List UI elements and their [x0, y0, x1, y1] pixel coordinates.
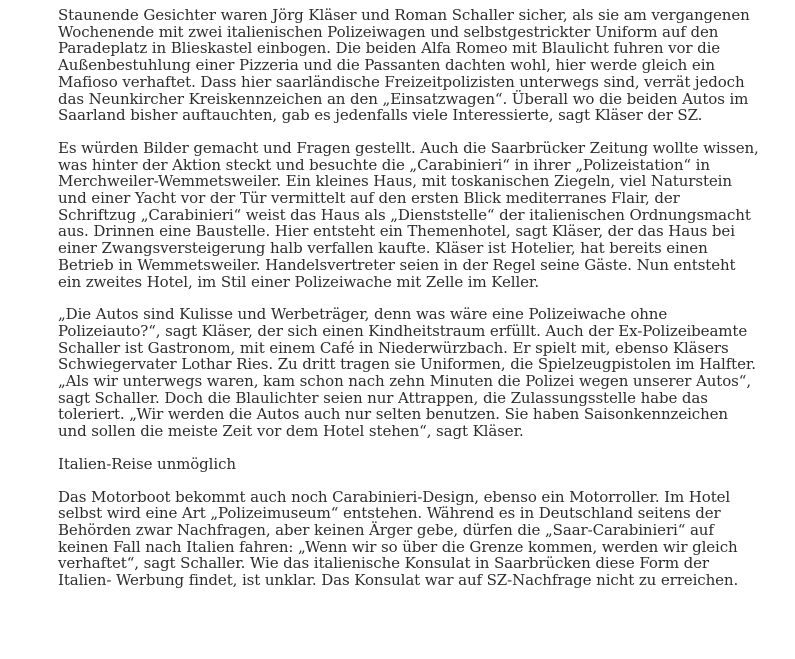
article-paragraph-1: Staunende Gesichter waren Jörg Kläser und Roman Schaller sicher, als sie am vergangenen Wochenende mit zwei italienischen Polizeiwagen und selbstgestrickter Uniform auf den Paradeplatz in Blieskastel einbogen. Die beiden Alfa Romeo mit Blaulicht fuhren vor die Außenbestuhlung einer Pizzeria und die Passanten dachten wohl, hier werde gleich ein Mafioso verhaftet. Dass hier saarländische Freizeitpolizisten unterwegs sind, verrät jedoch das Neunkircher Kreiskennzeichen an den „Einsatzwagen“. Überall wo die beiden Autos im Saarland bisher auftauchten, gab es jedenfalls viele Interessierte, sagt Kläser der SZ. [58, 6, 750, 125]
section-heading: Italien-Reise unmöglich [58, 454, 236, 473]
article-paragraph-5: Das Motorboot bekommt auch noch Carabinieri-Design, ebenso ein Motorroller. Im Hotel selbst wird eine Art „Polizeimuseum“ entstehen. Während es in Deutschland seitens der Behörden zwar Nachfragen, aber keinen Ärger gebe, dürfen die „Saar-Carabinieri“ auf keinen Fall nach Italien fahren: „Wenn wir so über die Grenze kommen, werden wir gleich verhaftet“, sagt Schaller. Wie das italienische Konsulat in Saarbrücken diese Form der Italien- Werbung findet, ist unklar. Das Konsulat war auf SZ-Nachfrage nicht zu erreichen. [58, 487, 739, 590]
article-body [58, 7, 760, 605]
article-paragraph-3: „Die Autos sind Kulisse und Werbeträger, denn was wäre eine Polizeiwache ohne Polizeiauto?“, sagt Kläser, der sich einen Kindheitstraum erfüllt. Auch der Ex-Polizeibeamte Schaller ist Gastronom, mit einem Café in Niederwürzbach. Er spielt mit, ebenso Kläsers Schwiegervater Lothar Ries. Zu dritt tragen sie Uniformen, die Spielzeugpistolen im Halfter. „Als wir unterwegs waren, kam schon nach zehn Minuten die Polizei wegen unserer Autos“, sagt Schaller. Doch die Blaulichter seien nur Attrappen, die Zulassungsstelle habe das toleriert. „Wir werden die Autos auch nur selten benutzen. Sie haben Saisonkennzeichen und sollen die meiste Zeit vor dem Hotel stehen“, sagt Kläser. [58, 305, 756, 441]
article-paragraph-2: Es würden Bilder gemacht und Fragen gestellt. Auch die Saarbrücker Zeitung wollte wissen, was hinter der Aktion steckt und besuchte die „Carabinieri“ in ihrer „Polizeistation“ in Merchweiler-Wemmetsweiler. Ein kleines Haus, mit toskanischen Ziegeln, viel Naturstein und einer Yacht vor der Tür vermittelt auf den ersten Blick mediterranes Flair, der Schriftzug „Carabinieri“ weist das Haus als „Dienststelle“ der italienischen Ordnungsmacht aus. Drinnen eine Baustelle. Hier entsteht ein Themenhotel, sagt Kläser, der das Haus bei einer Zwangsversteigerung halb verfallen kaufte. Kläser ist Hotelier, hat bereits einen Betrieb in Wemmetsweiler. Handelsvertreter seien in der Regel seine Gäste. Nun entsteht ein zweites Hotel, im Stil einer Polizeiwache mit Zelle im Keller. [58, 138, 759, 291]
